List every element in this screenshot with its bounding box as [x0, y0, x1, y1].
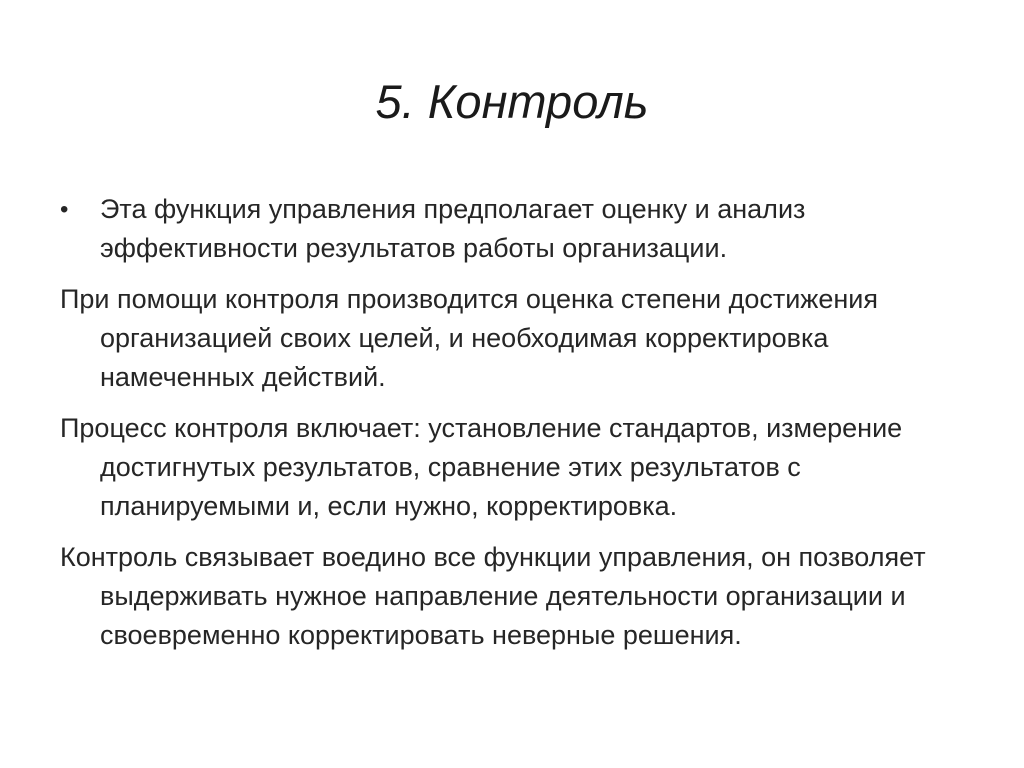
paragraph-3	[60, 409, 960, 526]
paragraph-4-text: Контроль связывает воедино все функции управления, он позволяет выдерживать нужное направление деятельности организации и своевременно корректировать неверные решения.	[60, 542, 926, 650]
slide-content	[60, 190, 960, 667]
slide-title: 5. Контроль	[375, 75, 649, 128]
paragraph-1	[60, 190, 960, 268]
bullet-icon: •	[60, 196, 69, 223]
paragraph-4	[60, 538, 960, 655]
paragraph-2-text: При помощи контроля производится оценка степени достижения организацией своих целей, и необходимая корректировка намеченных действий.	[60, 284, 878, 392]
paragraph-3-text: Процесс контроля включает: установление стандартов, измерение достигнутых результатов, сравнение этих результатов с планируемыми и, если нужно, корректировка.	[60, 413, 903, 521]
paragraph-2	[60, 280, 960, 397]
paragraph-1-text: Эта функция управления предполагает оценку и анализ эффективности результатов работы организации.	[100, 194, 806, 263]
